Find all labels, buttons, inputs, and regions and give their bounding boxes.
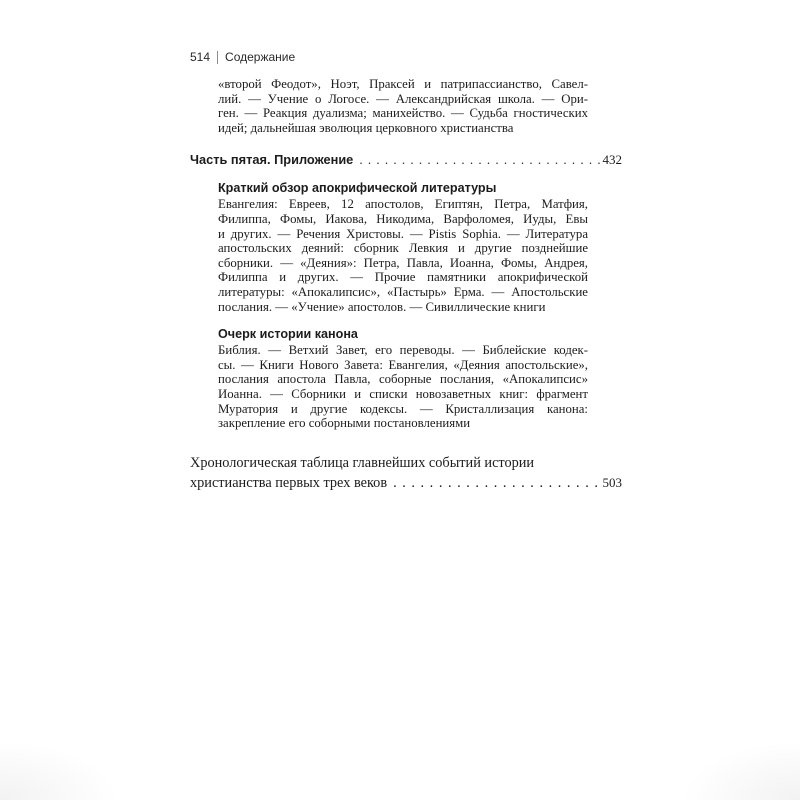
toc-entry-title-line1: Хронологическая таблица главнейших событий истории xyxy=(190,454,535,471)
section-paragraph-apocrypha xyxy=(218,197,588,314)
running-header xyxy=(190,50,622,64)
toc-entry-title-line2: христианства первых трех веков xyxy=(190,474,388,491)
text-line: лий. — Учение о Логосе. — Александрийская школа. — Ори- xyxy=(218,91,588,106)
text-line: Филиппа и других. — Прочие памятники апокрифической xyxy=(218,270,588,285)
text-line: послания. — «Учение» апостолов. — Сивиллические книги xyxy=(218,299,546,314)
text-line: ген. — Реакция дуализма; манихейство. — Судьба гностических xyxy=(218,106,588,121)
section-heading-canon: Очерк истории канона xyxy=(218,327,358,342)
text-line: сборники. — «Деяния»: Петра, Павла, Иоанна, Фомы, Андрея, xyxy=(218,255,588,270)
text-line: закрепление его соборными постановлениями xyxy=(218,416,471,431)
text-line: послания апостола Павла, соборные послания, «Апокалипсис» xyxy=(218,372,588,387)
section-heading-apocrypha: Краткий обзор апокрифической литературы xyxy=(218,181,497,196)
scan-shadow-left xyxy=(0,740,120,800)
book-page xyxy=(190,50,622,493)
text-line: Евангелия: Евреев, 12 апостолов, Египтян, Петра, Матфия, xyxy=(218,197,588,212)
text-line: сы. — Книги Нового Завета: Евангелия, «Деяния апостольские», xyxy=(218,357,588,372)
text-line: литературы: «Апокалипсис», «Пастырь» Ерма. — Апостольские xyxy=(218,284,588,299)
page-number: 514 xyxy=(190,50,211,64)
toc-entry-page-number: 503 xyxy=(602,474,622,490)
text-line: «второй Феодот», Ноэт, Праксей и патрипассианство, Савел- xyxy=(218,77,588,91)
dot-leader xyxy=(393,474,599,493)
text-line: Муратория и другие кодексы. — Кристаллизация канона: xyxy=(218,401,588,416)
section-paragraph-canon xyxy=(218,343,588,431)
toc-entry-title: Часть пятая. Приложение xyxy=(190,152,354,168)
text-line: идей; дальнейшая эволюция церковного христианства xyxy=(218,120,514,135)
header-divider xyxy=(217,51,218,64)
text-line: Филиппа, Фомы, Иакова, Никодима, Варфоломея, Иуды, Евы xyxy=(218,211,588,226)
continuation-paragraph xyxy=(218,77,588,135)
header-title: Содержание xyxy=(225,50,296,64)
scan-shadow-right xyxy=(680,740,800,800)
dot-leader xyxy=(359,152,599,168)
text-line: апостольских деяний: сборник Левкия и другие позднейшие xyxy=(218,241,588,256)
toc-entry-page-number: 432 xyxy=(602,152,622,168)
toc-entry-chronology xyxy=(190,454,622,493)
text-line: Библия. — Ветхий Завет, его переводы. — Библейские кодек- xyxy=(218,343,588,358)
text-line: Иоанна. — Сборники и списки новозаветных книг: фрагмент xyxy=(218,386,588,401)
text-line: и других. — Речения Христовы. — Pistis Sophia. — Литература xyxy=(218,226,588,241)
toc-entry-part-five xyxy=(190,152,622,168)
